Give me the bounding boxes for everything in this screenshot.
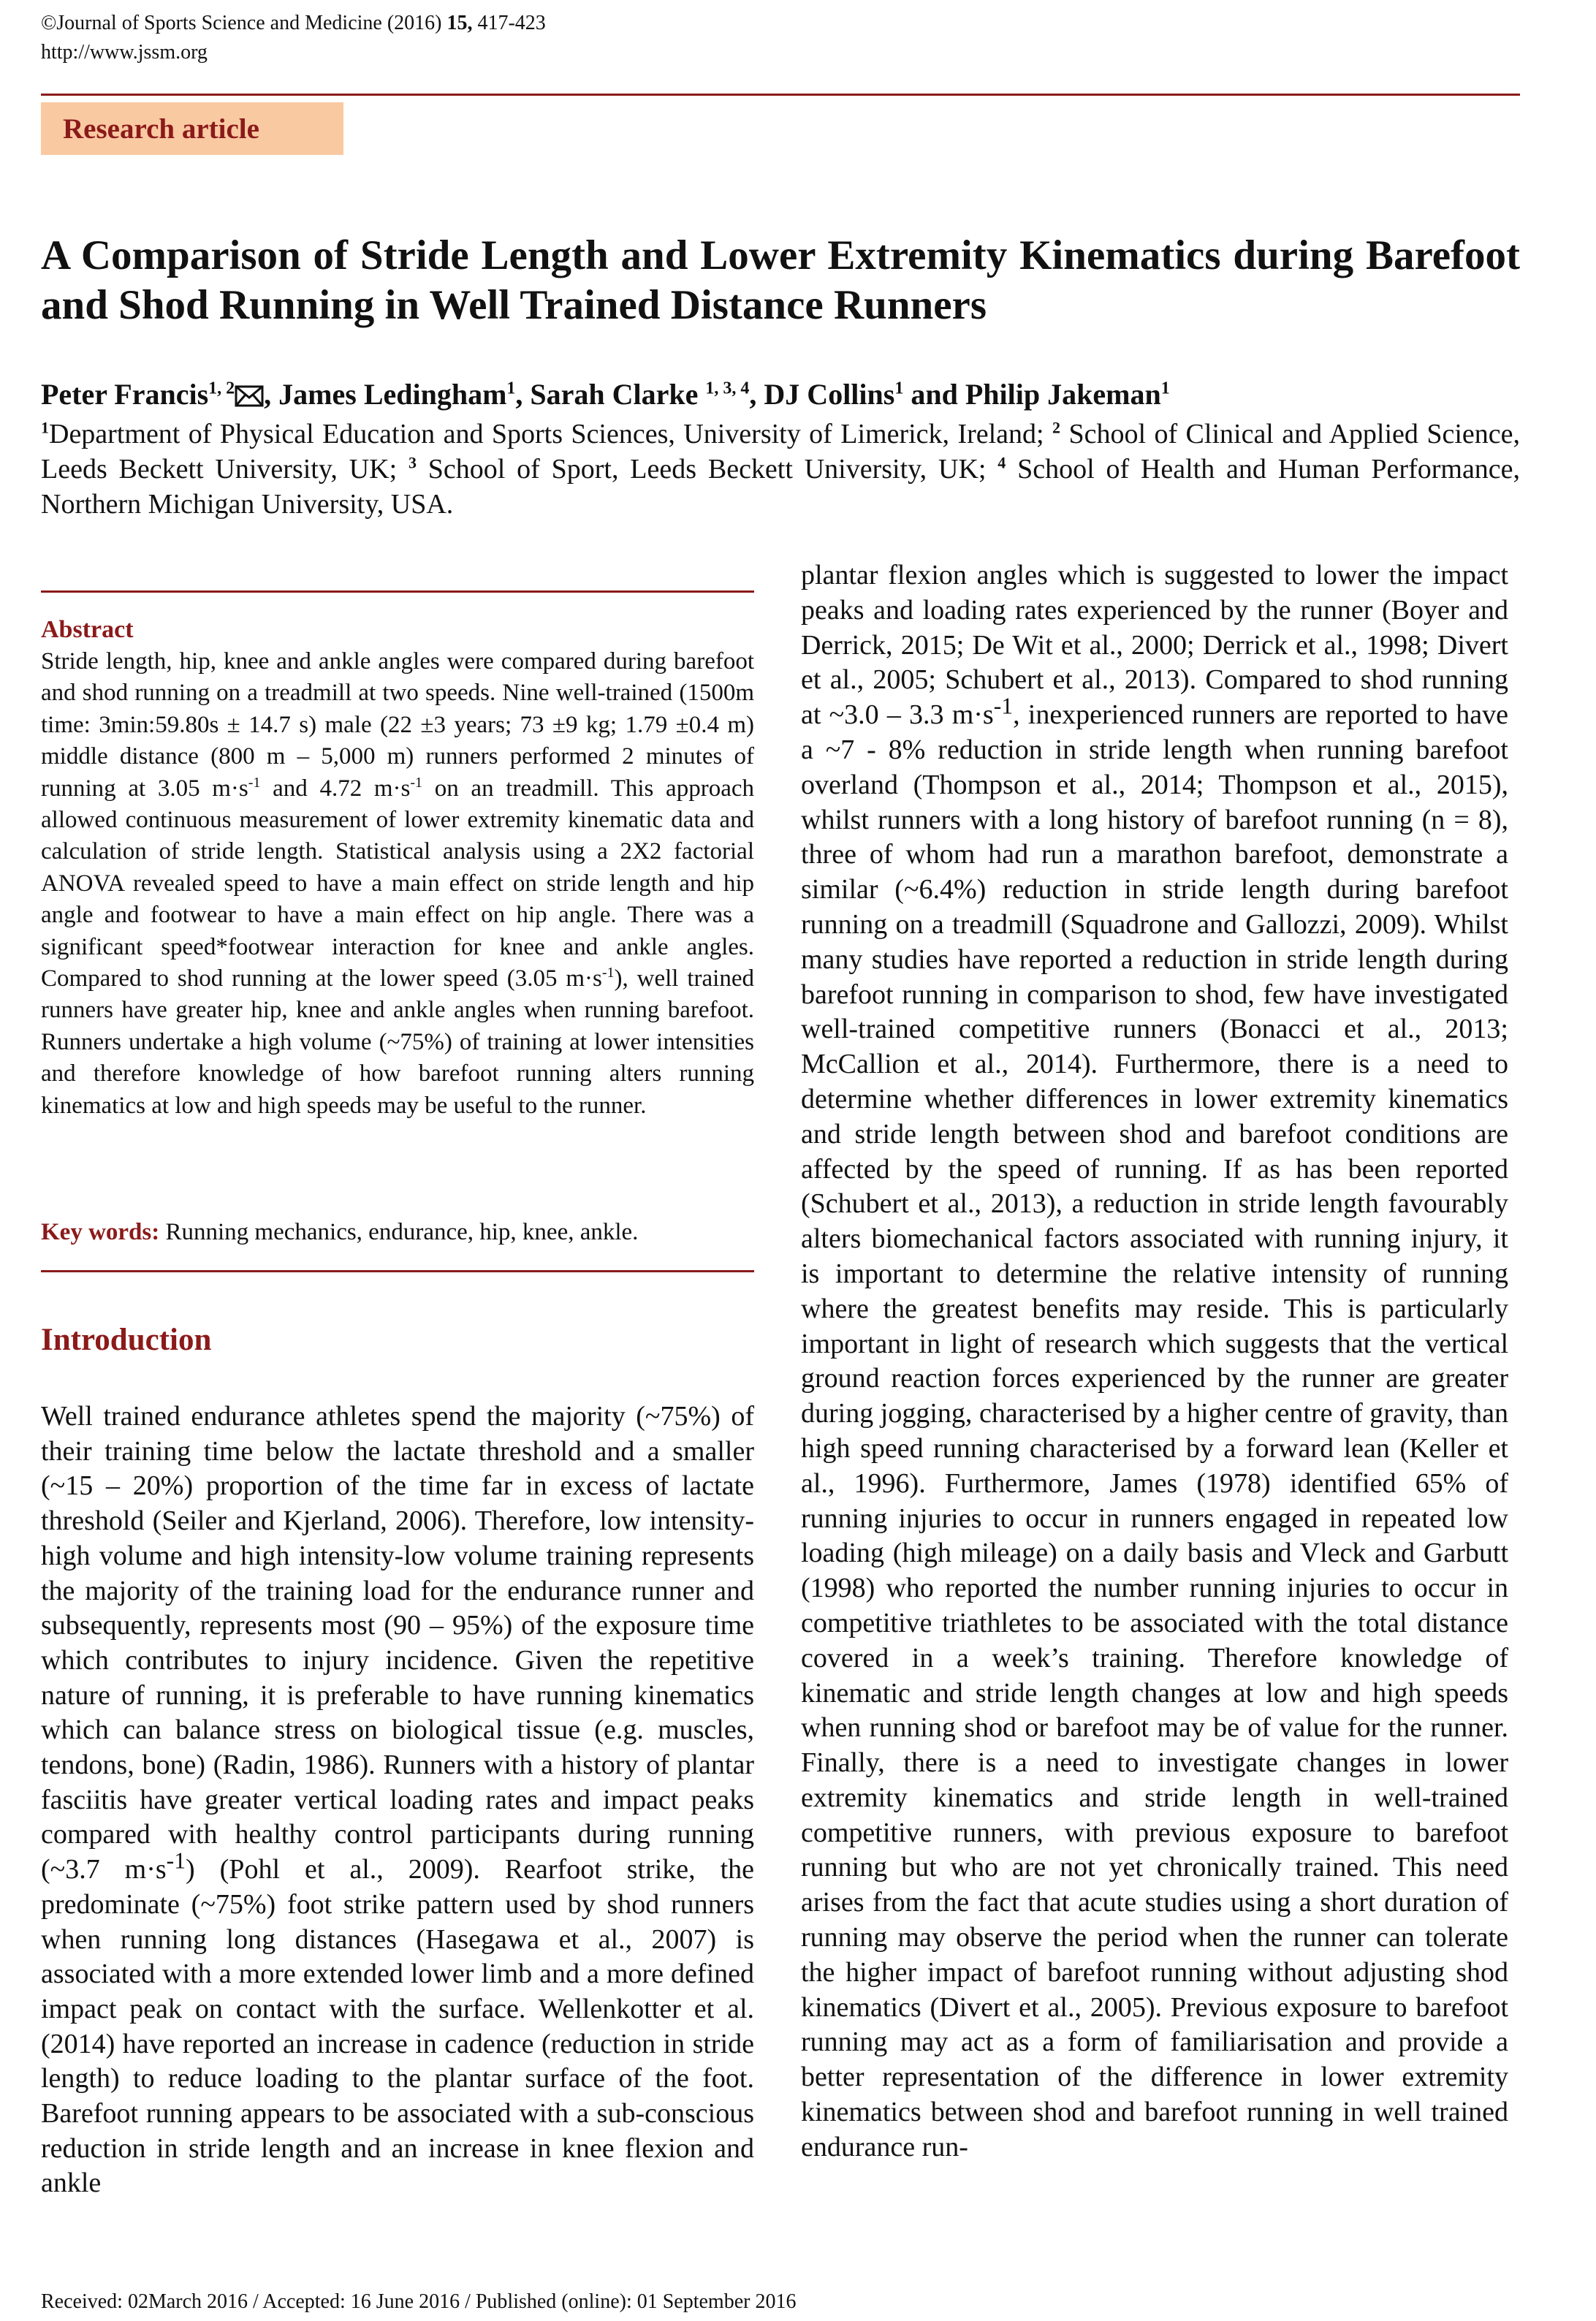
- affiliation-marker: 1: [41, 418, 49, 437]
- keywords: [41, 1216, 754, 1248]
- author-name[interactable]: James Ledingham: [278, 378, 507, 411]
- affiliation-text: School of Clinical and Applied Science, Leeds Beckett University, UK;: [41, 419, 1521, 485]
- header-rule: [41, 94, 1520, 96]
- envelope-icon[interactable]: [235, 377, 264, 418]
- author-list: Peter Francis$^{1, 2}$ , James Ledingham$^1$, Sarah Clarke $^{1, 3, 4}$, DJ Collins$^1$ and Philip Jakeman$^1$: [41, 374, 1520, 418]
- affiliation-text: School of Sport, Leeds Beckett University, UK;: [428, 454, 987, 485]
- affiliation-marker: 3: [408, 453, 417, 472]
- abstract-heading: Abstract: [41, 616, 134, 643]
- journal-pages: 417-423: [472, 12, 546, 34]
- publication-dates: Received: 02March 2016 / Accepted: 16 June 2016 / Published (online): 01 September 2016: [41, 2290, 797, 2313]
- author-affiliation-marker: 1: [506, 379, 516, 398]
- abstract-rule-bottom: [41, 1270, 754, 1272]
- right-column-text-part: plantar flexion angles which is suggested to lower the impact peaks and loading rates experienced by the runner (Boyer and Derrick, 2015; De Wit et al., 2000; Derrick et al., 1998; Divert et al., 2005; Schubert et al., 2013). Compared to shod running at ~3.0 – 3.3 m·s: [801, 560, 1508, 731]
- right-column-text: [801, 558, 1508, 2165]
- affiliation-text: School of Health and Human Performance, Northern Michigan University, USA.: [41, 454, 1521, 520]
- abstract-text-part: ), well trained runners have greater hip, knee and ankle angles when running barefoot. Runners undertake a high volume (~75%) of training at lower intensities and therefore knowledge of how barefoot running alters running kinematics at low and high speeds may be useful to the runner.: [41, 965, 754, 1119]
- author-name[interactable]: Sarah Clarke: [530, 378, 699, 411]
- journal-prefix: ©Journal of Sports Science and Medicine (2016): [41, 12, 447, 34]
- abstract-text-part: on an treadmill. This approach allowed continuous measurement of lower extremity kinematic data and calculation of stride length. Statistical analysis using a 2X2 factorial ANOVA revealed speed to have a main effect on stride length and hip angle and footwear to have a main effect on hip angle. There was a significant speed*footwear interaction for knee and ankle angles. Compared to shod running at the lower speed (3.05 m·s: [41, 775, 754, 992]
- abstract-rule-top: [41, 590, 754, 593]
- introduction-text-part: Well trained endurance athletes spend the majority (~75%) of their training time below the lactate threshold and a smaller (~15 – 20%) proportion of the time far in excess of lactate threshold (Seiler and Kjerland, 2006). Therefore, low intensity-high volume and high intensity-low volume training represents the majority of the training load for the endurance runner and subsequently, represents most (90 – 95%) of the exposure time which contributes to injury incidence. Given the repetitive nature of running, it is preferable to have running kinematics which can balance stress on biological tissue (e.g. muscles, tendons, bone) (Radin, 1986). Runners with a history of plantar fasciitis have greater vertical loading rates and impact peaks compared with healthy control participants during running (~3.7 m·s: [41, 1401, 754, 1885]
- author-name[interactable]: DJ Collins: [764, 378, 895, 411]
- author-affiliation-marker: 1: [894, 379, 904, 398]
- affiliation-marker: 2: [1052, 418, 1061, 437]
- introduction-text: [41, 1399, 754, 2201]
- article-title: A Comparison of Stride Length and Lower Extremity Kinematics during Barefoot and Shod Running in Well Trained Distance Runners: [41, 232, 1520, 328]
- author-name[interactable]: Peter Francis: [41, 378, 209, 411]
- unit-exponent: -1: [993, 693, 1014, 719]
- unit-exponent: -1: [248, 774, 261, 791]
- article-type-badge: [41, 102, 343, 155]
- affiliations: [41, 417, 1520, 522]
- author-name[interactable]: Philip Jakeman: [965, 378, 1161, 411]
- abstract-text-part: and 4.72 m·s: [260, 775, 411, 802]
- author-affiliation-marker: 1, 2: [208, 379, 235, 398]
- author-affiliation-marker: 1, 3, 4: [705, 379, 750, 398]
- unit-exponent: -1: [410, 774, 423, 791]
- introduction-text-part: ) (Pohl et al., 2009). Rearfoot strike, the predominate (~75%) foot strike pattern used by shod runners when running long distances (Hasegawa et al., 2007) is associated with a more extended lower limb and a more defined impact peak on contact with the surface. Wellenkotter et al. (2014) have reported an increase in cadence (reduction in stride length) to reduce loading to the plantar surface of the foot. Barefoot running appears to be associated with a sub-conscious reduction in stride length and an increase in knee flexion and ankle: [41, 1854, 754, 2199]
- journal-citation: [41, 10, 546, 37]
- abstract-text-part: Stride length, hip, knee and ankle angles were compared during barefoot and shod running on a treadmill at two speeds. Nine well-trained (1500m time: 3min:59.80s ± 14.7 s) male (22 ±3 years; 73 ±9 kg; 1.79 ±0.4 m) middle distance (800 m – 5,000 m) runners performed 2 minutes of running at 3.05 m·s: [41, 648, 754, 802]
- affiliation-text: Department of Physical Education and Sports Sciences, University of Limerick, Ireland;: [49, 419, 1044, 449]
- article-type-label: Research article: [63, 113, 259, 145]
- keywords-text: Running mechanics, endurance, hip, knee, ankle.: [159, 1219, 639, 1245]
- journal-volume: 15,: [446, 12, 473, 34]
- unit-exponent: -1: [166, 1847, 186, 1874]
- unit-exponent: -1: [601, 965, 615, 981]
- author-affiliation-marker: 1: [1160, 379, 1170, 398]
- abstract-text: [41, 646, 754, 1122]
- journal-url[interactable]: http://www.jssm.org: [41, 41, 208, 64]
- introduction-heading: Introduction: [41, 1323, 212, 1357]
- affiliation-marker: 4: [997, 453, 1006, 472]
- keywords-label: Key words:: [41, 1219, 160, 1245]
- right-column-text-part: , inexperienced runners are reported to have a ~7 - 8% reduction in stride length when running barefoot overland (Thompson et al., 2014; Thompson et al., 2015), whilst runners with a long history of barefoot running (n = 8), three of whom had run a marathon barefoot, demonstrate a similar (~6.4%) reduction in stride length during barefoot running on a treadmill (Squadrone and Gallozzi, 2009). Whilst many studies have reported a reduction in stride length during barefoot running in comparison to shod, few have investigated well-trained competitive runners (Bonacci et al., 2013; McCallion et al., 2014). Furthermore, there is a need to determine whether differences in lower extremity kinematics and stride length between shod and barefoot conditions are affected by the speed of running. If as has been reported (Schubert et al., 2013), a reduction in stride length favourably alters biomechanical factors associated with running injury, it is important to determine the relative intensity of running where the greatest benefits may reside. This is particularly important in light of research which suggests that the vertical ground reaction forces experienced by the runner are greater during jogging, characterised by a higher centre of gravity, than high speed running characterised by a forward lean (Keller et al., 1996). Furthermore, James (1978) identified 65% of running injuries to occur in runners engaged in repeated low loading (high mileage) on a daily basis and Vleck and Garbutt (1998) who reported the number running injuries to occur in competitive triathletes to be associated with the total distance covered in a week’s training. Therefore knowledge of kinematic and stride length changes at low and high speeds when running shod or barefoot may be of value for the runner. Finally, there is a need to investigate changes in lower extremity kinematics and stride length in well-trained competitive runners, with previous exposure to barefoot running but who are not yet chronically trained. This need arises from the fact that acute studies using a short duration of running may observe the period when the runner can tolerate the higher impact of barefoot running without adjusting shod kinematics (Divert et al., 2005). Previous exposure to barefoot running may act as a form of familiarisation and provide a better representation of the difference in lower extremity kinematics between shod and barefoot running in well trained endurance run-: [801, 699, 1508, 2162]
